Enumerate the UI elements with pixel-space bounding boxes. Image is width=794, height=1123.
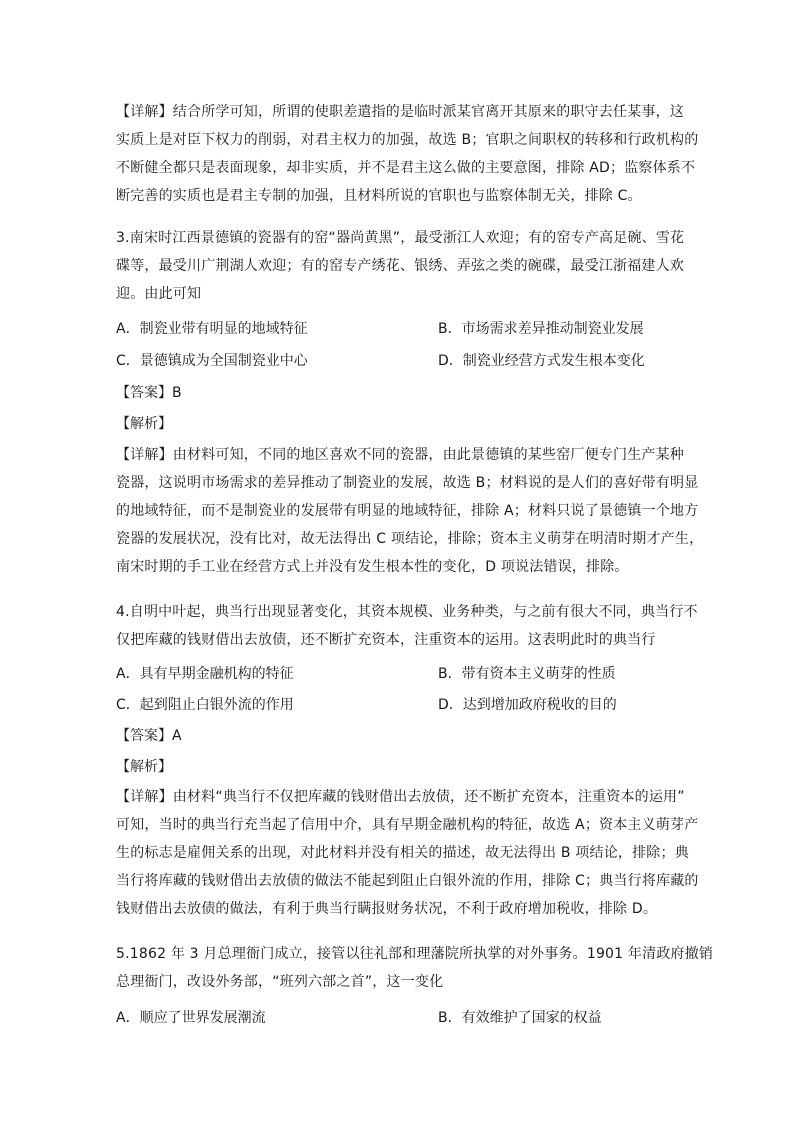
q3-options-row-2 [116,347,716,375]
q3-option-a: A．制瓷业带有明显的地域特征 [116,321,308,337]
q3-stem-line: 碟等，最受川广荆湖人欢迎；有的窑专产绣花、银绣、弄弦之类的碗碟，最受江浙福建人欢 [116,258,684,274]
q3-option-d: D．制瓷业经营方式发生根本变化 [438,353,645,369]
q4-option-b: B．带有资本主义萌芽的性质 [438,666,616,682]
q4-stem-line: 仅把库藏的钱财借出去放债，还不断扩充资本，注重资本的运用。这表明此时的典当行 [116,632,656,648]
q5-options-row-1 [116,1004,716,1032]
q3-detail-line: 瓷器的发展状况，没有比对，故无法得出 C 项结论，排除；资本主义萌芽在明清时期才产生， [116,531,704,547]
q3-detail-line: 南宋时期的手工业在经营方式上并没有发生根本性的变化，D 项说法错误，排除。 [116,559,629,575]
q2-detail-line: 【详解】结合所学可知，所谓的使职差遣指的是临时派某官离开其原来的职守去任某事，这 [116,104,684,120]
q5-stem-line: 5.1862 年 3 月总理衙门成立，接管以往礼部和理藩院所执掌的对外事务。1901 年清政府撤销 [116,946,714,962]
q2-detail-line: 实质上是对臣下权力的削弱，对君主权力的加强，故选 B；官职之间职权的转移和行政机构的 [116,132,699,148]
q4-answer: 【答案】A [116,728,182,744]
q4-options-row-2 [116,691,716,719]
q5-option-a: A．顺应了世界发展潮流 [116,1010,266,1026]
q4-option-d: D．达到增加政府税收的目的 [438,697,617,713]
q5-stem [116,940,714,996]
q4-analysis-heading: 【解析】 [116,759,172,775]
q4-detail-line: 钱财借出去放债的做法，有利于典当行瞒报财务状况，不利于政府增加税收，排除 D。 [116,901,658,917]
q3-detail [116,441,704,581]
q3-stem [116,224,684,308]
q3-stem-line: 迎。由此可知 [116,286,202,302]
q3-detail-line: 瓷器，这说明市场需求的差异推动了制瓷业的发展，故选 B；材料说的是人们的喜好带有明显 [116,475,699,491]
q3-answer: 【答案】B [116,385,182,401]
q3-analysis-heading: 【解析】 [116,416,172,432]
q3-detail-line: 【详解】由材料可知，不同的地区喜欢不同的瓷器，由此景德镇的某些窑厂便专门生产某种 [116,447,684,463]
q4-detail-line: 当行将库藏的钱财借出去放债的做法不能起到阻止白银外流的作用，排除 C；典当行将库藏的 [116,873,699,889]
q4-option-a: A．具有早期金融机构的特征 [116,666,294,682]
q4-options-row-1 [116,660,716,688]
q3-option-b: B．市场需求差异推动制瓷业发展 [438,321,644,337]
q4-detail-line: 【详解】由材料“典当行不仅把库藏的钱财借出去放债，还不断扩充资本，注重资本的运用” [116,789,685,805]
q4-stem-line: 4.自明中叶起，典当行出现显著变化，其资本规模、业务种类，与之前有很大不同，典当行不 [116,604,698,620]
q3-options-row-1 [116,315,716,343]
q3-option-c: C．景德镇成为全国制瓷业中心 [116,353,308,369]
q4-detail-line: 生的标志是雇佣关系的出现，对此材料并没有相关的描述，故无法得出 B 项结论，排除；典 [116,845,689,861]
q2-detail-line: 不断健全都只是表面现象，却非实质，并不是君主这么做的主要意图，排除 AD；监察体系不 [116,160,696,176]
q4-stem [116,598,698,654]
q4-option-c: C．起到阻止白银外流的作用 [116,697,294,713]
q2-detail-line: 断完善的实质也是君主专制的加强，且材料所说的官职也与监察体制无关，排除 C。 [116,188,642,204]
q5-option-b: B．有效维护了国家的权益 [438,1010,602,1026]
q5-stem-line: 总理衙门，改设外务部，“班列六部之首”，这一变化 [116,974,444,990]
q3-stem-line: 3.南宋时江西景德镇的瓷器有的窑“器尚黄黑”，最受浙江人欢迎；有的窑专产高足碗、雪花 [116,230,685,246]
q4-detail-line: 可知，当时的典当行充当起了信用中介，具有早期金融机构的特征，故选 A；资本主义萌芽产 [116,817,699,833]
q2-detail-paragraph [116,98,699,210]
q3-detail-line: 的地域特征，而不是制瓷业的发展带有明显的地域特征，排除 A；材料只说了景德镇一个地方 [116,503,699,519]
q4-detail [116,783,699,923]
